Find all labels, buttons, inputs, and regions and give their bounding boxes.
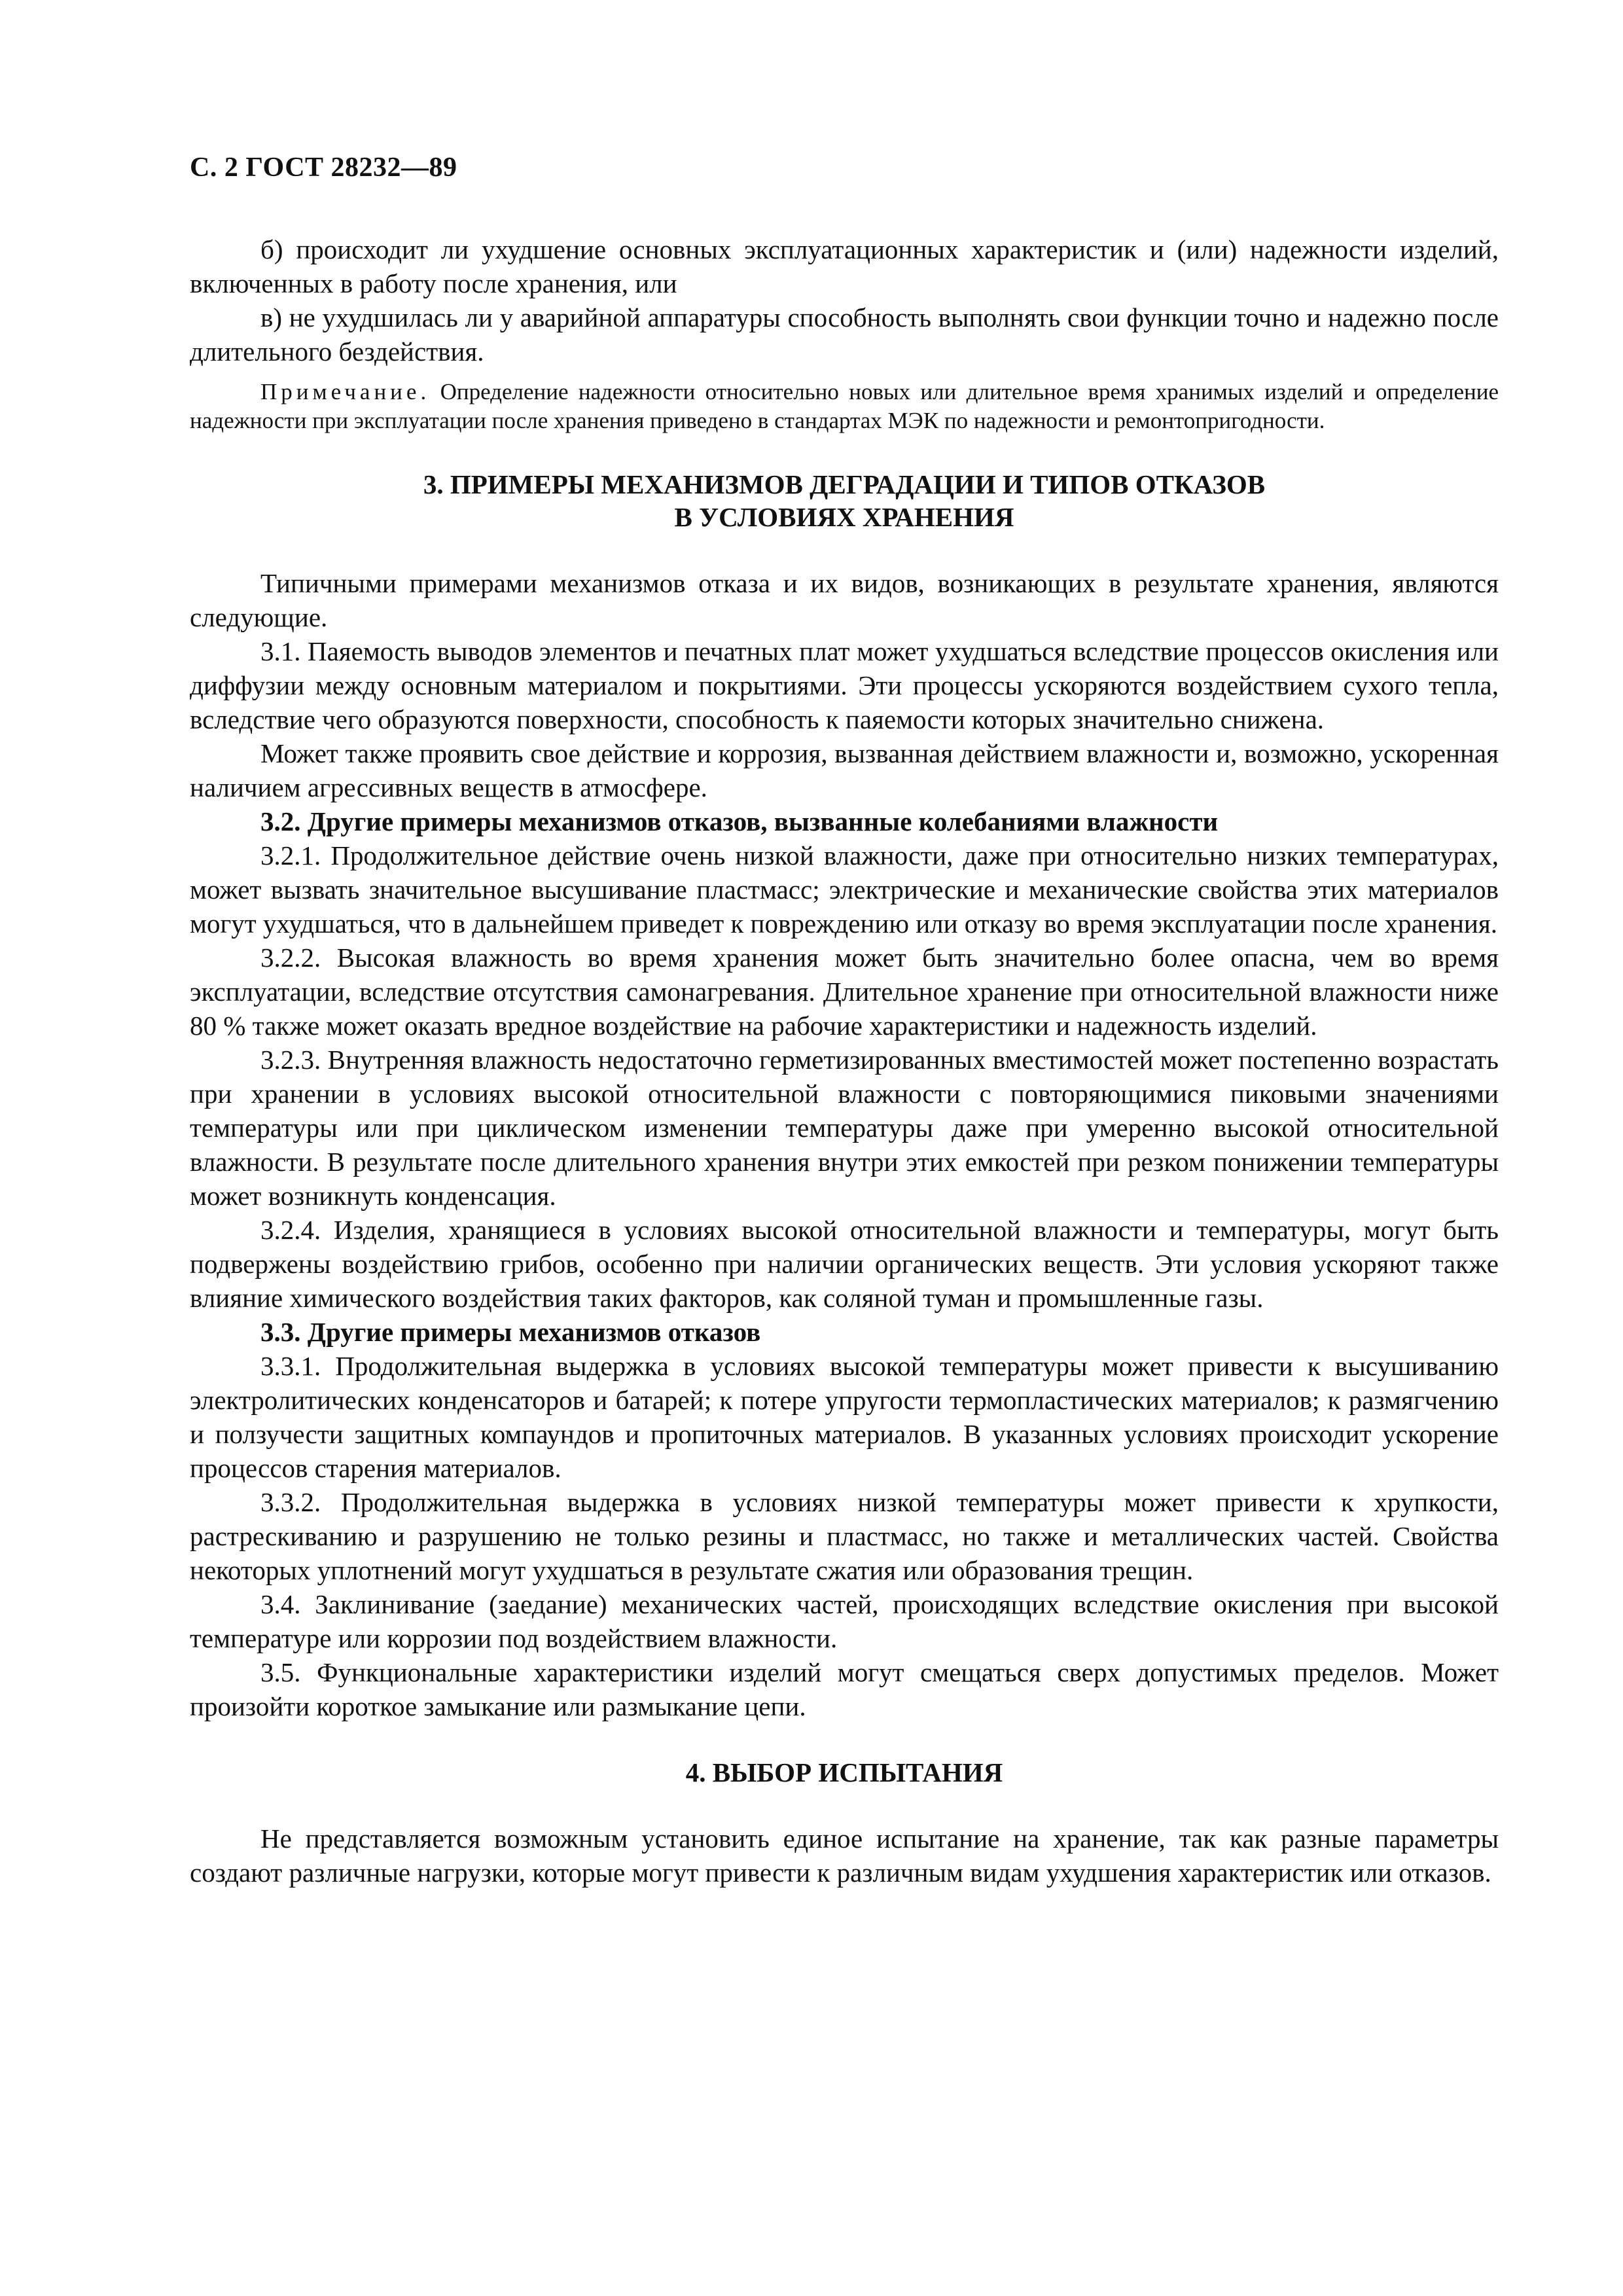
clause-3-1-continued: Может также проявить свое действие и коррозия, вызванная действием влажности и, возможно, ускоренная наличием агрессивных веществ в атмосфере. — [190, 738, 1499, 802]
section-3-title-line-1: 3. ПРИМЕРЫ МЕХАНИЗМОВ ДЕГРАДАЦИИ И ТИПОВ ОТКАЗОВ — [423, 469, 1266, 499]
clause-3-5: 3.5. Функциональные характеристики изделий могут смещаться сверх допустимых пределов. Может произойти короткое замыкание или размыкание цепи. — [190, 1657, 1499, 1721]
item-b: б) происходит ли ухудшение основных эксплуатационных характеристик и (или) надежности изделий, включенных в работу после хранения, или — [190, 234, 1499, 298]
clause-3-2-1: 3.2.1. Продолжительное действие очень низкой влажности, даже при относительно низких температурах, может вызвать значительное высушивание пластмасс; электрические и механические свойства этих материалов могут ухудшаться, что в дальнейшем приведет к повреждению или отказу во время эксплуатации после хранения. — [190, 840, 1499, 939]
subheading-3-3: 3.3. Другие примеры механизмов отказов — [260, 1317, 761, 1347]
clause-3-2-2: 3.2.2. Высокая влажность во время хранения может быть значительно более опасна, чем во время эксплуатации, вследствие отсутствия самонагревания. Длительное хранение при относительной влажности ниже 80 % также может оказать вредное воздействие на рабочие характеристики и надежность изделий. — [190, 942, 1499, 1041]
clause-3-3-2: 3.3.2. Продолжительная выдержка в условиях низкой температуры может привести к хрупкости, растрескиванию и разрушению не только резины и пластмасс, но также и металлических частей. Свойства некоторых уплотнений могут ухудшаться в результате сжатия или образования трещин. — [190, 1487, 1499, 1585]
clause-3-1: 3.1. Паяемость выводов элементов и печатных плат может ухудшаться вследствие процессов окисления или диффузии между основным материалом и покрытиями. Эти процессы ускоряются воздействием сухого тепла, вследствие чего образуются поверхности, способность к паяемости которых значительно снижена. — [190, 636, 1499, 734]
page-body — [190, 232, 1499, 1890]
clause-3-2-4: 3.2.4. Изделия, хранящиеся в условиях высокой относительной влажности и температуры, могут быть подвержены воздействию грибов, особенно при наличии органических веществ. Эти условия ускоряют также влияние химического воздействия таких факторов, как соляной туман и промышленные газы. — [190, 1215, 1499, 1313]
note-text: Определение надежности относительно новых или длительное время хранимых изделий и определение надежности при эксплуатации после хранения приведено в стандартах МЭК по надежности и ремонтопригодности. — [190, 379, 1499, 433]
section-3-title-line-2: В УСЛОВИЯХ ХРАНЕНИЯ — [674, 502, 1014, 532]
section-4-title: 4. ВЫБОР ИСПЫТАНИЯ — [685, 1757, 1003, 1787]
section-3-lead: Типичными примерами механизмов отказа и их видов, возникающих в результате хранения, являются следующие. — [190, 568, 1499, 632]
clause-3-3-1: 3.3.1. Продолжительная выдержка в условиях высокой температуры может привести к высушиванию электролитических конденсаторов и батарей; к потере упругости термопластических материалов; к размягчению и ползучести защитных компаундов и пропиточных материалов. В указанных условиях происходит ускорение процессов старения материалов. — [190, 1351, 1499, 1483]
note-label: Примечание. — [260, 379, 431, 404]
clause-3-2-3: 3.2.3. Внутренняя влажность недостаточно герметизированных вместимостей может постепенно возрастать при хранении в условиях высокой относительной влажности с повторяющимися пиковыми значениями температуры или при циклическом изменении температуры даже при умеренно высокой относительной влажности. В результате после длительного хранения внутри этих емкостей при резком понижении температуры может возникнуть конденсация. — [190, 1045, 1499, 1211]
clause-3-4: 3.4. Заклинивание (заедание) механических частей, происходящих вследствие окисления при высокой температуре или коррозии под воздействием влажности. — [190, 1589, 1499, 1653]
note — [190, 378, 1499, 435]
section-4-text: Не представляется возможным установить единое испытание на хранение, так как разные параметры создают различные нагрузки, которые могут привести к различным видам ухудшения характеристик или отказов. — [190, 1823, 1499, 1888]
subheading-3-2: 3.2. Другие примеры механизмов отказов, вызванные колебаниями влажности — [260, 806, 1219, 836]
running-header: С. 2 ГОСТ 28232—89 — [190, 152, 457, 183]
item-v: в) не ухудшилась ли у аварийной аппаратуры способность выполнять свои функции точно и надежно после длительного бездействия. — [190, 302, 1499, 367]
